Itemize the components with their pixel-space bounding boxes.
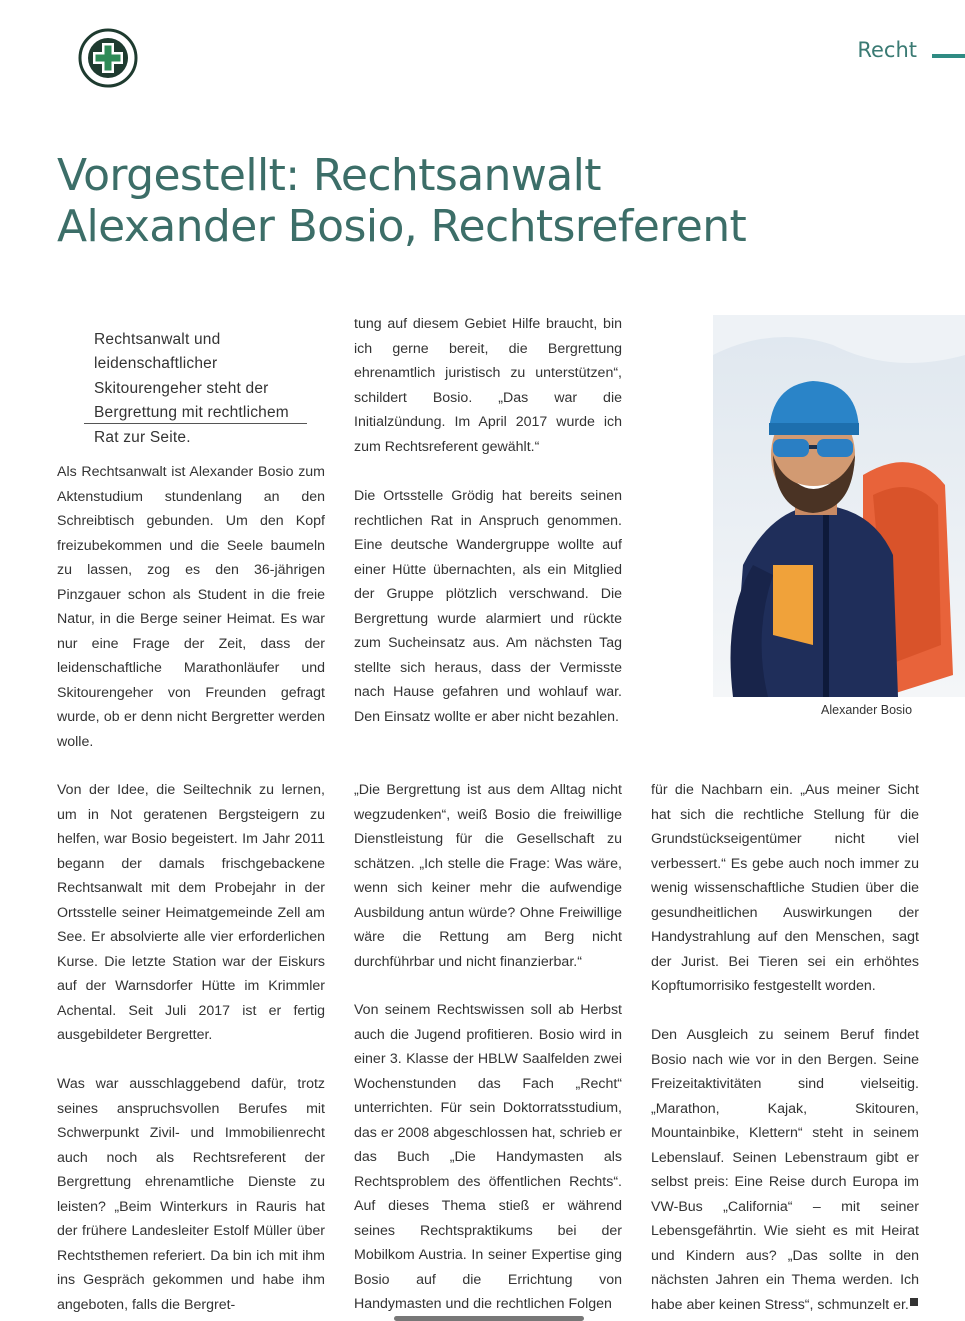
column-2-end (354, 998, 622, 1317)
paragraph: Als Rechtsanwalt ist Alexander Bosio zum Aktenstudium stundenlang an den Schreibtisch gebunden. Um den Kopf freizubekommen und die Seele baumeln zu lassen, zog es den 36-jährigen Pinzgauer schon als Student in die freie Natur, in die Berge seiner Heimat. Es war nur eine Frage der Zeit, dass der leidenschaftliche Marathonläufer und Skitourengeher von Freunden gefragt wurde, ob er denn nicht Bergretter werden wolle. (57, 464, 325, 750)
column-2 (354, 312, 622, 459)
portrait-photo (713, 315, 965, 697)
section-accent-bar (932, 54, 965, 58)
paragraph: für die Nachbarn ein. „Aus meiner Sicht hat sich die rechtliche Stellung für die Grundstückseigentümer nicht viel verbessert.“ Es gebe auch noch immer zu wenig wissenschaftliche Studien über die gesundheitlichen Auswirkungen der Handystrahlung auf den Menschen, sagt der Jurist. Bei Tieren sei ein erhöhtes Kopftumorrisiko festgestellt worden. (651, 782, 919, 994)
column-2-continued (354, 484, 622, 729)
paragraph: Die Ortsstelle Grödig hat bereits seinen rechtlichen Rat in Anspruch genommen. Eine deutsche Wandergruppe wollte auf einer Hütte übernachten, als ein Mitglied der Gruppe plötzlich verschwand. Die Bergrettung wurde alarmiert und rückte zum Sucheinsatz aus. Am nächsten Tag stellte sich heraus, dass der Vermisste nach Hause gefahren und wohlauf war. Den Einsatz wollte er aber nicht bezahlen. (354, 488, 622, 725)
column-1-continued (57, 778, 325, 1048)
article-title (57, 150, 817, 252)
article-lead: Rechtsanwalt und leidenschaftlicher Skitourengeher steht der Bergrettung mit rechtlichem Rat zur Seite. (94, 330, 289, 446)
title-line-2: Alexander Bosio, Rechtsreferent (57, 201, 747, 252)
lead-divider (84, 423, 307, 424)
photo-caption: Alexander Bosio (821, 703, 913, 717)
column-3-end (651, 1023, 919, 1317)
bergrettung-logo-icon (78, 28, 138, 88)
paragraph: tung auf diesem Gebiet Hilfe braucht, bin ich gerne bereit, die Bergrettung ehrenamtlich juristisch zu unterstützen“, schildert Bosio. „Das war die Initialzündung. Im April 2017 wurde ich zum Rechtsreferent gewählt.“ (354, 316, 622, 455)
column-1-end (57, 1072, 325, 1317)
paragraph: „Die Bergrettung ist aus dem Alltag nicht wegzudenken“, weiß Bosio die freiwillige Dienstleistung für die Gesellschaft zu schätzen. „Ich stelle die Frage: Was wäre, wenn sich keiner mehr die aufwendige Ausbildung antun würde? Ohne Freiwillige wäre die Rettung am Berg nicht durchführbar und nicht finanzierbar.“ (354, 782, 622, 970)
column-2-lower (354, 778, 622, 974)
title-line-1: Vorgestellt: Rechtsanwalt (57, 150, 601, 201)
paragraph: Was war ausschlaggebend dafür, trotz seines anspruchsvollen Berufes mit Schwerpunkt Zivil- und Immobilienrecht auch noch als Rechtsreferent der Bergrettung ehrenamtliche Dienste zu leisten? „Beim Winterkurs in Rauris hat der frühere Landesleiter Estolf Müller über Rechtsthemen referiert. Da bin ich mit ihm ins Gespräch gekommen und habe ihm angeboten, falls die Bergret- (57, 1076, 325, 1313)
column-1 (57, 460, 325, 754)
scrollbar-handle[interactable] (394, 1316, 584, 1321)
paragraph: Den Ausgleich zu seinem Beruf findet Bosio nach wie vor in den Bergen. Seine Freizeitaktivitäten sind vielseitig. „Marathon, Kajak, Skitouren, Mountainbike, Klettern“ steht in seinem Lebenslauf. Seinen Lebenstraum gibt er selbst preis: Eine Reise durch Europa im VW-Bus „California“ – mit seiner Lebensgefährtin. Wie sieht es mit Heirat und Kindern aus? „Das sollte in den nächsten Jahren ein Thema werden. Ich habe aber keinen Stress“, schmunzelt er. (651, 1027, 919, 1313)
article-end-mark (910, 1298, 918, 1306)
column-3 (651, 778, 919, 999)
paragraph: Von der Idee, die Seiltechnik zu lernen, um in Not geratenen Bergsteigern zu helfen, war Bosio begeistert. Im Jahr 2011 begann der damals frischgebackene Rechtsanwalt mit dem Probejahr in der Ortsstelle seiner Heimatgemeinde Zell am See. Er absolvierte alle vier erforderlichen Kurse. Die letzte Station war der Eiskurs auf der Warnsdorfer Hütte im Krimmler Achental. Seit Juli 2017 ist er fertig ausgebildeter Bergretter. (57, 782, 325, 1043)
section-label: Recht (857, 38, 917, 62)
paragraph: Von seinem Rechtswissen soll ab Herbst auch die Jugend profitieren. Bosio wird in einer 3. Klasse der HBLW Saalfelden zwei Wochenstunden das Fach „Recht“ unterrichten. Für sein Doktorratsstudium, das er 2008 abgeschlossen hat, schrieb er das Buch „Die Handymasten als Rechtsproblem des öffentlichen Rechts“. Auf dieses Thema stieß er während seines Rechtspraktikums bei der Mobilkom Austria. In seiner Expertise ging Bosio auf die Errichtung von Handymasten und die rechtlichen Folgen (354, 1002, 622, 1312)
